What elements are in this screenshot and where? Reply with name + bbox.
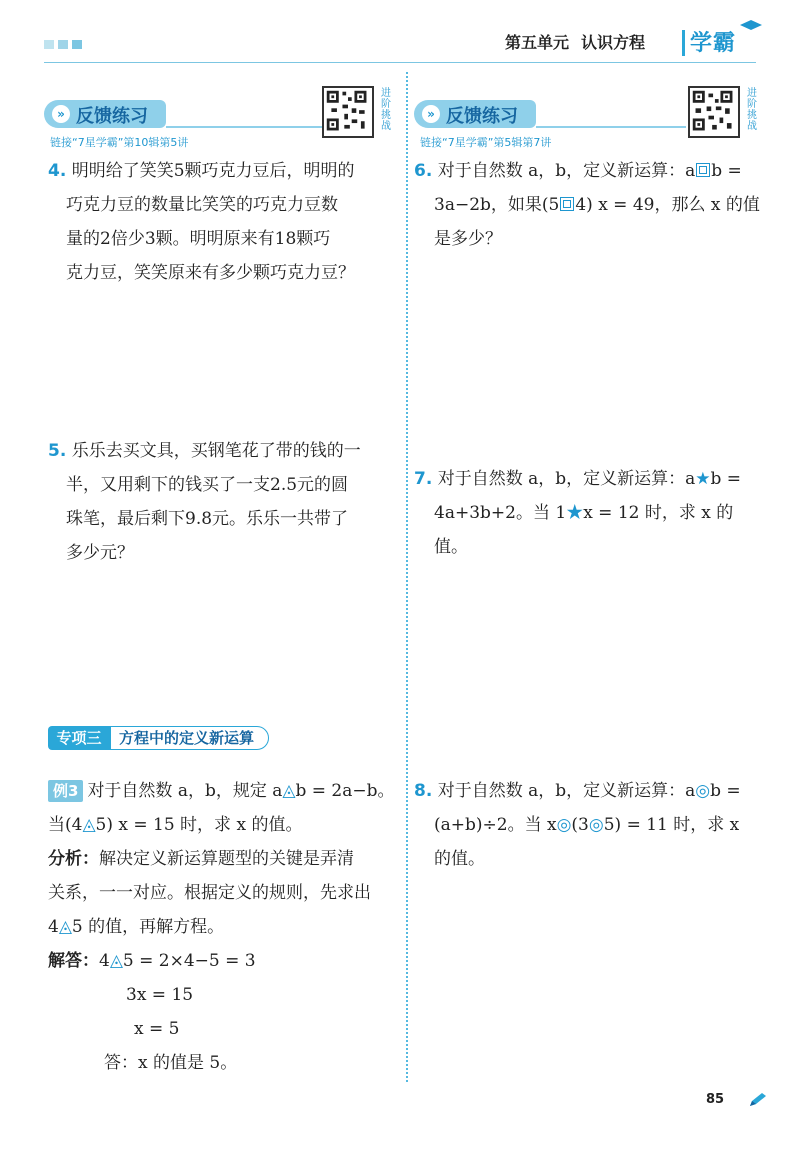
question-line: 对于自然数 a，b，定义新运算：a (437, 469, 696, 489)
topic-tag: 专项三 (48, 726, 110, 750)
analysis-line: 解决定义新运算题型的关键是弄清 (99, 849, 354, 869)
question-line: (a+b)÷2。当 x (434, 815, 557, 835)
star-operator-icon: ★ (695, 469, 711, 489)
triangle-operator-icon: ◬ (82, 815, 96, 835)
triangle-operator-icon: ◬ (282, 781, 296, 801)
question-number: 4. (48, 161, 67, 181)
qr-code-icon[interactable] (322, 86, 374, 138)
banner-label: 反馈练习 (446, 106, 518, 127)
question-line: (3 (571, 815, 589, 835)
question-line: 量的2倍少3颗。明明原来有18颗巧 (66, 229, 331, 249)
analysis-line: 4 (48, 917, 59, 937)
question-6 (414, 154, 764, 256)
question-number: 5. (48, 441, 67, 461)
example-line: 当(4 (48, 815, 83, 835)
example-3 (48, 774, 404, 1080)
double-circle-operator-icon: ◎ (588, 815, 604, 835)
feedback-banner-left (44, 100, 334, 130)
chapter-label: 认识方程 (581, 33, 646, 52)
link-reference-left: 链接“7星学霸”第10辑第5讲 (50, 136, 189, 149)
question-line: 珠笔，最后剩下9.8元。乐乐一共带了 (66, 509, 349, 529)
example-line: 5) x = 15 时，求 x 的值。 (95, 815, 303, 835)
column-divider (406, 72, 408, 1082)
square-operator-icon (696, 163, 710, 177)
question-line: 半，又用剩下的钱买了一支2.5元的圆 (66, 475, 349, 495)
topic-title: 方程中的定义新运算 (110, 726, 269, 750)
question-line: b = (711, 161, 742, 181)
solution-step: x = 5 (134, 1019, 180, 1039)
link-reference-right: 链接“7星学霸”第5辑第7讲 (420, 136, 552, 149)
question-line: 对于自然数 a，b，定义新运算：a (437, 161, 696, 181)
unit-label: 第五单元 (505, 33, 570, 52)
analysis-label: 分析： (48, 849, 99, 869)
triangle-operator-icon: ◬ (109, 951, 123, 971)
header-rule (44, 62, 756, 63)
topic-banner (48, 726, 288, 752)
question-line: 对于自然数 a，b，定义新运算：a (437, 781, 696, 801)
question-number: 6. (414, 161, 433, 181)
question-8 (414, 774, 764, 876)
question-line: 克力豆，笑笑原来有多少颗巧克力豆？ (66, 263, 355, 283)
qr-tag-right: 进阶挑战 (747, 88, 757, 132)
question-5 (48, 434, 400, 570)
graduation-cap-icon (740, 20, 762, 30)
arrow-icon: » (52, 105, 70, 123)
question-line: 明明给了笑笑5颗巧克力豆后，明明的 (71, 161, 355, 181)
brand-logo: 学霸 (690, 31, 737, 56)
example-line: b = 2a−b。 (295, 781, 395, 801)
question-line: 3a−2b，如果(5 (434, 195, 560, 215)
question-line: 4a+3b+2。当 1 (434, 503, 567, 523)
solution-step: 5 = 2×4−5 = 3 (122, 951, 256, 971)
analysis-line: 关系，一一对应。根据定义的规则，先求出 (48, 883, 371, 903)
question-line: 5) = 11 时，求 x (603, 815, 740, 835)
question-line: b = (710, 781, 741, 801)
question-number: 7. (414, 469, 433, 489)
example-tag: 例3 (48, 780, 83, 802)
double-circle-operator-icon: ◎ (556, 815, 572, 835)
feedback-banner-right (414, 100, 704, 130)
question-4 (48, 154, 400, 290)
question-line: b = (710, 469, 742, 489)
header-title (505, 30, 645, 53)
star-operator-icon: ★ (566, 503, 584, 523)
solution-step: 3x = 15 (126, 985, 194, 1005)
analysis-line: 5 的值，再解方程。 (71, 917, 225, 937)
question-number: 8. (414, 781, 433, 801)
double-circle-operator-icon: ◎ (695, 781, 711, 801)
banner-label: 反馈练习 (76, 106, 148, 127)
question-line: 多少元？ (66, 543, 134, 563)
triangle-operator-icon: ◬ (58, 917, 72, 937)
qr-tag-left: 进阶挑战 (381, 88, 391, 132)
question-line: 巧克力豆的数量比笑笑的巧克力豆数 (66, 195, 338, 215)
example-line: 对于自然数 a，b，规定 a (87, 781, 283, 801)
question-line: x = 12 时，求 x 的值。 (434, 503, 734, 557)
header-decoration (44, 40, 82, 49)
question-7 (414, 462, 764, 564)
pencil-icon (748, 1092, 768, 1108)
solution-step: 4 (99, 951, 110, 971)
arrow-icon: » (422, 105, 440, 123)
page-number: 85 (706, 1092, 725, 1107)
question-line: 4) x = 49，那么 x 的值 (575, 195, 760, 215)
answer-label: 解答： (48, 951, 99, 971)
header-separator (682, 30, 685, 56)
solution-answer: 答：x 的值是 5。 (104, 1053, 238, 1073)
question-line: 乐乐去买文具，买钢笔花了带的钱的一 (71, 441, 361, 461)
question-line: 的值。 (434, 849, 485, 869)
question-line: 是多少？ (434, 229, 502, 249)
qr-code-icon[interactable] (688, 86, 740, 138)
square-operator-icon (560, 197, 574, 211)
